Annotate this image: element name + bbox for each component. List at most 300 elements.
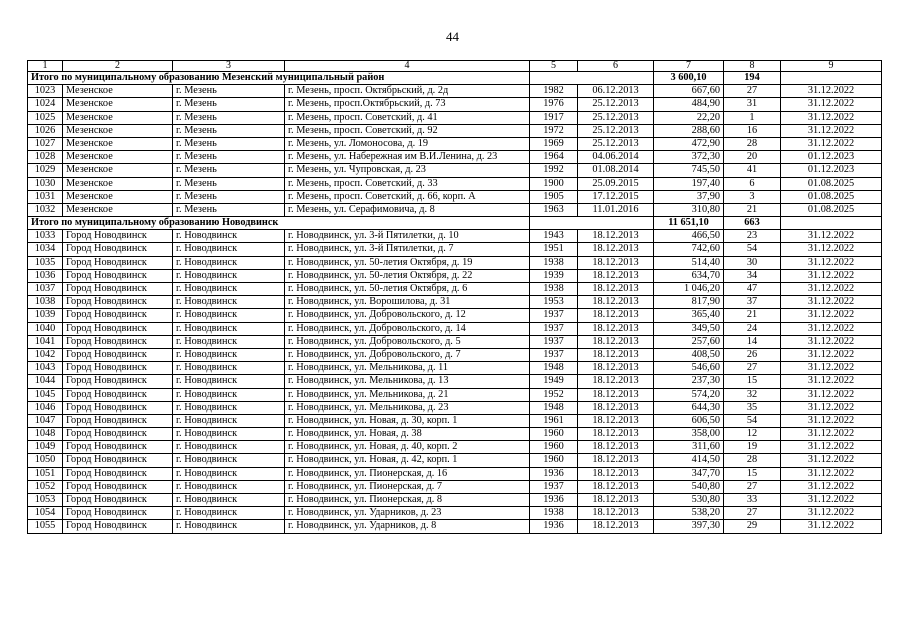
deadline-cell: 31.12.2022 xyxy=(781,375,882,388)
row-number-cell: 1031 xyxy=(28,190,63,203)
group-total-count: 194 xyxy=(724,72,781,85)
area-cell: 310,80 xyxy=(654,203,724,216)
residents-cell: 1 xyxy=(724,111,781,124)
deadline-cell: 31.12.2022 xyxy=(781,283,882,296)
table-row xyxy=(28,507,882,520)
inclusion-date-cell: 25.12.2013 xyxy=(578,124,654,137)
municipality-cell: Город Новодвинск xyxy=(63,494,173,507)
inclusion-date-cell: 18.12.2013 xyxy=(578,428,654,441)
municipality-cell: Город Новодвинск xyxy=(63,441,173,454)
empty-cell xyxy=(530,72,654,85)
inclusion-date-cell: 18.12.2013 xyxy=(578,375,654,388)
year-built-cell: 1938 xyxy=(530,283,578,296)
municipality-cell: Мезенское xyxy=(63,164,173,177)
deadline-cell: 31.12.2022 xyxy=(781,480,882,493)
settlement-cell: г. Новодвинск xyxy=(173,230,285,243)
municipality-cell: Город Новодвинск xyxy=(63,414,173,427)
row-number-cell: 1054 xyxy=(28,507,63,520)
deadline-cell: 31.12.2022 xyxy=(781,296,882,309)
row-number-cell: 1041 xyxy=(28,335,63,348)
settlement-cell: г. Новодвинск xyxy=(173,494,285,507)
residents-cell: 54 xyxy=(724,243,781,256)
residents-cell: 54 xyxy=(724,414,781,427)
municipality-cell: Мезенское xyxy=(63,137,173,150)
deadline-cell: 31.12.2022 xyxy=(781,243,882,256)
row-number-cell: 1040 xyxy=(28,322,63,335)
inclusion-date-cell: 18.12.2013 xyxy=(578,441,654,454)
residents-cell: 26 xyxy=(724,348,781,361)
municipality-cell: Мезенское xyxy=(63,190,173,203)
table-row xyxy=(28,230,882,243)
row-number-cell: 1049 xyxy=(28,441,63,454)
inclusion-date-cell: 06.12.2013 xyxy=(578,85,654,98)
row-number-cell: 1023 xyxy=(28,85,63,98)
residents-cell: 33 xyxy=(724,494,781,507)
municipality-cell: Мезенское xyxy=(63,111,173,124)
settlement-cell: г. Новодвинск xyxy=(173,269,285,282)
table-row xyxy=(28,441,882,454)
deadline-cell: 01.08.2025 xyxy=(781,190,882,203)
row-number-cell: 1028 xyxy=(28,151,63,164)
municipality-cell: Город Новодвинск xyxy=(63,230,173,243)
year-built-cell: 1938 xyxy=(530,256,578,269)
settlement-cell: г. Новодвинск xyxy=(173,388,285,401)
settlement-cell: г. Новодвинск xyxy=(173,520,285,533)
row-number-cell: 1036 xyxy=(28,269,63,282)
address-cell: г. Новодвинск, ул. Ворошилова, д. 31 xyxy=(285,296,530,309)
inclusion-date-cell: 01.08.2014 xyxy=(578,164,654,177)
deadline-cell: 31.12.2022 xyxy=(781,441,882,454)
year-built-cell: 1951 xyxy=(530,243,578,256)
settlement-cell: г. Мезень xyxy=(173,164,285,177)
column-number: 7 xyxy=(654,61,724,72)
year-built-cell: 1964 xyxy=(530,151,578,164)
year-built-cell: 1960 xyxy=(530,428,578,441)
empty-cell xyxy=(530,217,654,230)
area-cell: 37,90 xyxy=(654,190,724,203)
municipality-cell: Город Новодвинск xyxy=(63,256,173,269)
address-cell: г. Новодвинск, ул. 50-летия Октября, д. 22 xyxy=(285,269,530,282)
settlement-cell: г. Мезень xyxy=(173,124,285,137)
address-cell: г. Новодвинск, ул. Мельникова, д. 23 xyxy=(285,401,530,414)
table-row xyxy=(28,309,882,322)
address-cell: г. Новодвинск, ул. 50-летия Октября, д. 19 xyxy=(285,256,530,269)
group-total-label: Итого по муниципальному образованию Мезенский муниципальный район xyxy=(28,72,530,85)
residents-cell: 31 xyxy=(724,98,781,111)
table-row xyxy=(28,190,882,203)
inclusion-date-cell: 18.12.2013 xyxy=(578,283,654,296)
residents-cell: 27 xyxy=(724,362,781,375)
municipality-cell: Город Новодвинск xyxy=(63,283,173,296)
area-cell: 349,50 xyxy=(654,322,724,335)
row-number-cell: 1035 xyxy=(28,256,63,269)
table-row xyxy=(28,454,882,467)
year-built-cell: 1960 xyxy=(530,441,578,454)
area-cell: 546,60 xyxy=(654,362,724,375)
group-total-label: Итого по муниципальному образованию Новодвинск xyxy=(28,217,530,230)
column-number: 8 xyxy=(724,61,781,72)
settlement-cell: г. Новодвинск xyxy=(173,283,285,296)
table-row xyxy=(28,467,882,480)
area-cell: 197,40 xyxy=(654,177,724,190)
inclusion-date-cell: 18.12.2013 xyxy=(578,507,654,520)
settlement-cell: г. Мезень xyxy=(173,177,285,190)
inclusion-date-cell: 18.12.2013 xyxy=(578,296,654,309)
settlement-cell: г. Новодвинск xyxy=(173,296,285,309)
municipality-cell: Город Новодвинск xyxy=(63,520,173,533)
table-row xyxy=(28,414,882,427)
address-cell: г. Мезень, просп.Октябрьский, д. 73 xyxy=(285,98,530,111)
year-built-cell: 1937 xyxy=(530,335,578,348)
residents-cell: 16 xyxy=(724,124,781,137)
row-number-cell: 1039 xyxy=(28,309,63,322)
year-built-cell: 1952 xyxy=(530,388,578,401)
table-row xyxy=(28,137,882,150)
settlement-cell: г. Мезень xyxy=(173,190,285,203)
address-cell: г. Новодвинск, ул. Пионерская, д. 7 xyxy=(285,480,530,493)
settlement-cell: г. Новодвинск xyxy=(173,507,285,520)
inclusion-date-cell: 18.12.2013 xyxy=(578,309,654,322)
area-cell: 372,30 xyxy=(654,151,724,164)
inclusion-date-cell: 18.12.2013 xyxy=(578,467,654,480)
deadline-cell: 31.12.2022 xyxy=(781,507,882,520)
residents-cell: 29 xyxy=(724,520,781,533)
row-number-cell: 1055 xyxy=(28,520,63,533)
inclusion-date-cell: 17.12.2015 xyxy=(578,190,654,203)
year-built-cell: 1982 xyxy=(530,85,578,98)
municipality-cell: Город Новодвинск xyxy=(63,269,173,282)
column-number: 5 xyxy=(530,61,578,72)
settlement-cell: г. Новодвинск xyxy=(173,348,285,361)
column-number: 4 xyxy=(285,61,530,72)
residents-cell: 32 xyxy=(724,388,781,401)
municipality-cell: Мезенское xyxy=(63,203,173,216)
inclusion-date-cell: 18.12.2013 xyxy=(578,256,654,269)
inclusion-date-cell: 18.12.2013 xyxy=(578,401,654,414)
year-built-cell: 1949 xyxy=(530,375,578,388)
area-cell: 538,20 xyxy=(654,507,724,520)
municipality-cell: Мезенское xyxy=(63,124,173,137)
inclusion-date-cell: 18.12.2013 xyxy=(578,243,654,256)
municipality-cell: Город Новодвинск xyxy=(63,322,173,335)
residents-cell: 23 xyxy=(724,230,781,243)
area-cell: 365,40 xyxy=(654,309,724,322)
year-built-cell: 1961 xyxy=(530,414,578,427)
year-built-cell: 1937 xyxy=(530,322,578,335)
address-cell: г. Мезень, просп. Советский, д. 66, корп. А xyxy=(285,190,530,203)
deadline-cell: 31.12.2022 xyxy=(781,124,882,137)
table-row xyxy=(28,520,882,533)
deadline-cell: 31.12.2022 xyxy=(781,230,882,243)
row-number-cell: 1029 xyxy=(28,164,63,177)
year-built-cell: 1948 xyxy=(530,401,578,414)
residents-cell: 3 xyxy=(724,190,781,203)
municipality-cell: Мезенское xyxy=(63,151,173,164)
residents-cell: 35 xyxy=(724,401,781,414)
inclusion-date-cell: 04.06.2014 xyxy=(578,151,654,164)
address-cell: г. Мезень, ул. Чупровская, д. 23 xyxy=(285,164,530,177)
inclusion-date-cell: 11.01.2016 xyxy=(578,203,654,216)
year-built-cell: 1972 xyxy=(530,124,578,137)
row-number-cell: 1048 xyxy=(28,428,63,441)
group-total-area: 3 600,10 xyxy=(654,72,724,85)
year-built-cell: 1948 xyxy=(530,362,578,375)
table-row xyxy=(28,164,882,177)
address-cell: г. Новодвинск, ул. Пионерская, д. 8 xyxy=(285,494,530,507)
area-cell: 540,80 xyxy=(654,480,724,493)
residents-cell: 14 xyxy=(724,335,781,348)
table-row xyxy=(28,111,882,124)
area-cell: 408,50 xyxy=(654,348,724,361)
address-cell: г. Мезень, просп. Октябрьский, д. 2д xyxy=(285,85,530,98)
municipality-cell: Город Новодвинск xyxy=(63,296,173,309)
deadline-cell: 31.12.2022 xyxy=(781,309,882,322)
table-row xyxy=(28,348,882,361)
year-built-cell: 1960 xyxy=(530,454,578,467)
housing-table xyxy=(27,60,882,534)
area-cell: 745,50 xyxy=(654,164,724,177)
address-cell: г. Новодвинск, ул. Добровольского, д. 7 xyxy=(285,348,530,361)
inclusion-date-cell: 18.12.2013 xyxy=(578,494,654,507)
municipality-cell: Город Новодвинск xyxy=(63,428,173,441)
address-cell: г. Новодвинск, ул. Мельникова, д. 11 xyxy=(285,362,530,375)
deadline-cell: 31.12.2022 xyxy=(781,269,882,282)
row-number-cell: 1025 xyxy=(28,111,63,124)
area-cell: 288,60 xyxy=(654,124,724,137)
residents-cell: 15 xyxy=(724,467,781,480)
address-cell: г. Новодвинск, ул. Добровольского, д. 12 xyxy=(285,309,530,322)
table-row xyxy=(28,124,882,137)
address-cell: г. Мезень, ул. Серафимовича, д. 8 xyxy=(285,203,530,216)
year-built-cell: 1936 xyxy=(530,494,578,507)
area-cell: 347,70 xyxy=(654,467,724,480)
year-built-cell: 1936 xyxy=(530,467,578,480)
municipality-cell: Город Новодвинск xyxy=(63,401,173,414)
page-number: 44 xyxy=(446,29,459,44)
address-cell: г. Новодвинск, ул. Ударников, д. 8 xyxy=(285,520,530,533)
column-number-row xyxy=(28,61,882,72)
residents-cell: 15 xyxy=(724,375,781,388)
column-number: 2 xyxy=(63,61,173,72)
table-row xyxy=(28,256,882,269)
inclusion-date-cell: 18.12.2013 xyxy=(578,322,654,335)
area-cell: 530,80 xyxy=(654,494,724,507)
column-number: 1 xyxy=(28,61,63,72)
inclusion-date-cell: 25.12.2013 xyxy=(578,98,654,111)
table-row xyxy=(28,375,882,388)
row-number-cell: 1027 xyxy=(28,137,63,150)
residents-cell: 28 xyxy=(724,137,781,150)
address-cell: г. Новодвинск, ул. Новая, д. 40, корп. 2 xyxy=(285,441,530,454)
area-cell: 514,40 xyxy=(654,256,724,269)
municipality-cell: Город Новодвинск xyxy=(63,362,173,375)
address-cell: г. Мезень, просп. Советский, д. 92 xyxy=(285,124,530,137)
table-row xyxy=(28,494,882,507)
address-cell: г. Мезень, просп. Советский, д. 41 xyxy=(285,111,530,124)
address-cell: г. Новодвинск, ул. Добровольского, д. 5 xyxy=(285,335,530,348)
settlement-cell: г. Новодвинск xyxy=(173,362,285,375)
residents-cell: 6 xyxy=(724,177,781,190)
deadline-cell: 31.12.2022 xyxy=(781,467,882,480)
municipality-cell: Город Новодвинск xyxy=(63,335,173,348)
year-built-cell: 1969 xyxy=(530,137,578,150)
address-cell: г. Новодвинск, ул. Пионерская, д. 16 xyxy=(285,467,530,480)
address-cell: г. Новодвинск, ул. Мельникова, д. 13 xyxy=(285,375,530,388)
residents-cell: 27 xyxy=(724,85,781,98)
area-cell: 311,60 xyxy=(654,441,724,454)
deadline-cell: 31.12.2022 xyxy=(781,454,882,467)
row-number-cell: 1051 xyxy=(28,467,63,480)
year-built-cell: 1937 xyxy=(530,309,578,322)
empty-cell xyxy=(781,217,882,230)
table-row xyxy=(28,203,882,216)
deadline-cell: 01.08.2025 xyxy=(781,203,882,216)
deadline-cell: 01.12.2023 xyxy=(781,151,882,164)
address-cell: г. Новодвинск, ул. 50-летия Октября, д. 6 xyxy=(285,283,530,296)
settlement-cell: г. Новодвинск xyxy=(173,375,285,388)
row-number-cell: 1026 xyxy=(28,124,63,137)
residents-cell: 27 xyxy=(724,480,781,493)
address-cell: г. Новодвинск, ул. Добровольского, д. 14 xyxy=(285,322,530,335)
table-body xyxy=(28,61,882,534)
settlement-cell: г. Новодвинск xyxy=(173,467,285,480)
settlement-cell: г. Новодвинск xyxy=(173,428,285,441)
area-cell: 414,50 xyxy=(654,454,724,467)
column-number: 3 xyxy=(173,61,285,72)
area-cell: 484,90 xyxy=(654,98,724,111)
year-built-cell: 1938 xyxy=(530,507,578,520)
row-number-cell: 1038 xyxy=(28,296,63,309)
table-row xyxy=(28,98,882,111)
table-row xyxy=(28,362,882,375)
settlement-cell: г. Новодвинск xyxy=(173,322,285,335)
address-cell: г. Новодвинск, ул. Ударников, д. 23 xyxy=(285,507,530,520)
municipality-cell: Мезенское xyxy=(63,98,173,111)
residents-cell: 12 xyxy=(724,428,781,441)
inclusion-date-cell: 18.12.2013 xyxy=(578,480,654,493)
address-cell: г. Новодвинск, ул. 3-й Пятилетки, д. 10 xyxy=(285,230,530,243)
row-number-cell: 1050 xyxy=(28,454,63,467)
municipality-cell: Город Новодвинск xyxy=(63,480,173,493)
row-number-cell: 1043 xyxy=(28,362,63,375)
residents-cell: 20 xyxy=(724,151,781,164)
table-row xyxy=(28,151,882,164)
area-cell: 1 046,20 xyxy=(654,283,724,296)
row-number-cell: 1042 xyxy=(28,348,63,361)
address-cell: г. Новодвинск, ул. 3-й Пятилетки, д. 7 xyxy=(285,243,530,256)
inclusion-date-cell: 18.12.2013 xyxy=(578,520,654,533)
settlement-cell: г. Новодвинск xyxy=(173,480,285,493)
year-built-cell: 1917 xyxy=(530,111,578,124)
row-number-cell: 1033 xyxy=(28,230,63,243)
municipality-cell: Город Новодвинск xyxy=(63,309,173,322)
empty-cell xyxy=(781,72,882,85)
table-row xyxy=(28,401,882,414)
year-built-cell: 1992 xyxy=(530,164,578,177)
deadline-cell: 31.12.2022 xyxy=(781,348,882,361)
year-built-cell: 1936 xyxy=(530,520,578,533)
year-built-cell: 1963 xyxy=(530,203,578,216)
deadline-cell: 31.12.2022 xyxy=(781,520,882,533)
area-cell: 667,60 xyxy=(654,85,724,98)
residents-cell: 30 xyxy=(724,256,781,269)
table-row xyxy=(28,388,882,401)
deadline-cell: 31.12.2022 xyxy=(781,335,882,348)
deadline-cell: 31.12.2022 xyxy=(781,98,882,111)
settlement-cell: г. Новодвинск xyxy=(173,401,285,414)
settlement-cell: г. Новодвинск xyxy=(173,335,285,348)
deadline-cell: 01.12.2023 xyxy=(781,164,882,177)
row-number-cell: 1037 xyxy=(28,283,63,296)
deadline-cell: 31.12.2022 xyxy=(781,401,882,414)
deadline-cell: 31.12.2022 xyxy=(781,111,882,124)
deadline-cell: 01.08.2025 xyxy=(781,177,882,190)
deadline-cell: 31.12.2022 xyxy=(781,322,882,335)
settlement-cell: г. Новодвинск xyxy=(173,256,285,269)
table-row xyxy=(28,85,882,98)
table-row xyxy=(28,177,882,190)
municipality-cell: Мезенское xyxy=(63,177,173,190)
table-row xyxy=(28,480,882,493)
year-built-cell: 1943 xyxy=(530,230,578,243)
address-cell: г. Новодвинск, ул. Новая, д. 38 xyxy=(285,428,530,441)
table-row xyxy=(28,335,882,348)
area-cell: 237,30 xyxy=(654,375,724,388)
residents-cell: 34 xyxy=(724,269,781,282)
municipality-cell: Город Новодвинск xyxy=(63,375,173,388)
table-row xyxy=(28,428,882,441)
area-cell: 634,70 xyxy=(654,269,724,282)
row-number-cell: 1047 xyxy=(28,414,63,427)
area-cell: 742,60 xyxy=(654,243,724,256)
address-cell: г. Мезень, просп. Советский, д. 33 xyxy=(285,177,530,190)
year-built-cell: 1939 xyxy=(530,269,578,282)
column-number: 6 xyxy=(578,61,654,72)
deadline-cell: 31.12.2022 xyxy=(781,256,882,269)
municipality-cell: Город Новодвинск xyxy=(63,454,173,467)
area-cell: 257,60 xyxy=(654,335,724,348)
row-number-cell: 1034 xyxy=(28,243,63,256)
settlement-cell: г. Мезень xyxy=(173,111,285,124)
residents-cell: 37 xyxy=(724,296,781,309)
year-built-cell: 1953 xyxy=(530,296,578,309)
settlement-cell: г. Новодвинск xyxy=(173,243,285,256)
residents-cell: 28 xyxy=(724,454,781,467)
table-row xyxy=(28,243,882,256)
area-cell: 817,90 xyxy=(654,296,724,309)
row-number-cell: 1053 xyxy=(28,494,63,507)
group-total-row xyxy=(28,72,882,85)
area-cell: 644,30 xyxy=(654,401,724,414)
inclusion-date-cell: 18.12.2013 xyxy=(578,454,654,467)
row-number-cell: 1052 xyxy=(28,480,63,493)
row-number-cell: 1024 xyxy=(28,98,63,111)
residents-cell: 21 xyxy=(724,309,781,322)
deadline-cell: 31.12.2022 xyxy=(781,137,882,150)
municipality-cell: Город Новодвинск xyxy=(63,467,173,480)
deadline-cell: 31.12.2022 xyxy=(781,85,882,98)
inclusion-date-cell: 25.09.2015 xyxy=(578,177,654,190)
address-cell: г. Новодвинск, ул. Новая, д. 30, корп. 1 xyxy=(285,414,530,427)
area-cell: 397,30 xyxy=(654,520,724,533)
inclusion-date-cell: 18.12.2013 xyxy=(578,348,654,361)
inclusion-date-cell: 18.12.2013 xyxy=(578,230,654,243)
area-cell: 472,90 xyxy=(654,137,724,150)
inclusion-date-cell: 18.12.2013 xyxy=(578,388,654,401)
row-number-cell: 1045 xyxy=(28,388,63,401)
year-built-cell: 1976 xyxy=(530,98,578,111)
settlement-cell: г. Мезень xyxy=(173,85,285,98)
